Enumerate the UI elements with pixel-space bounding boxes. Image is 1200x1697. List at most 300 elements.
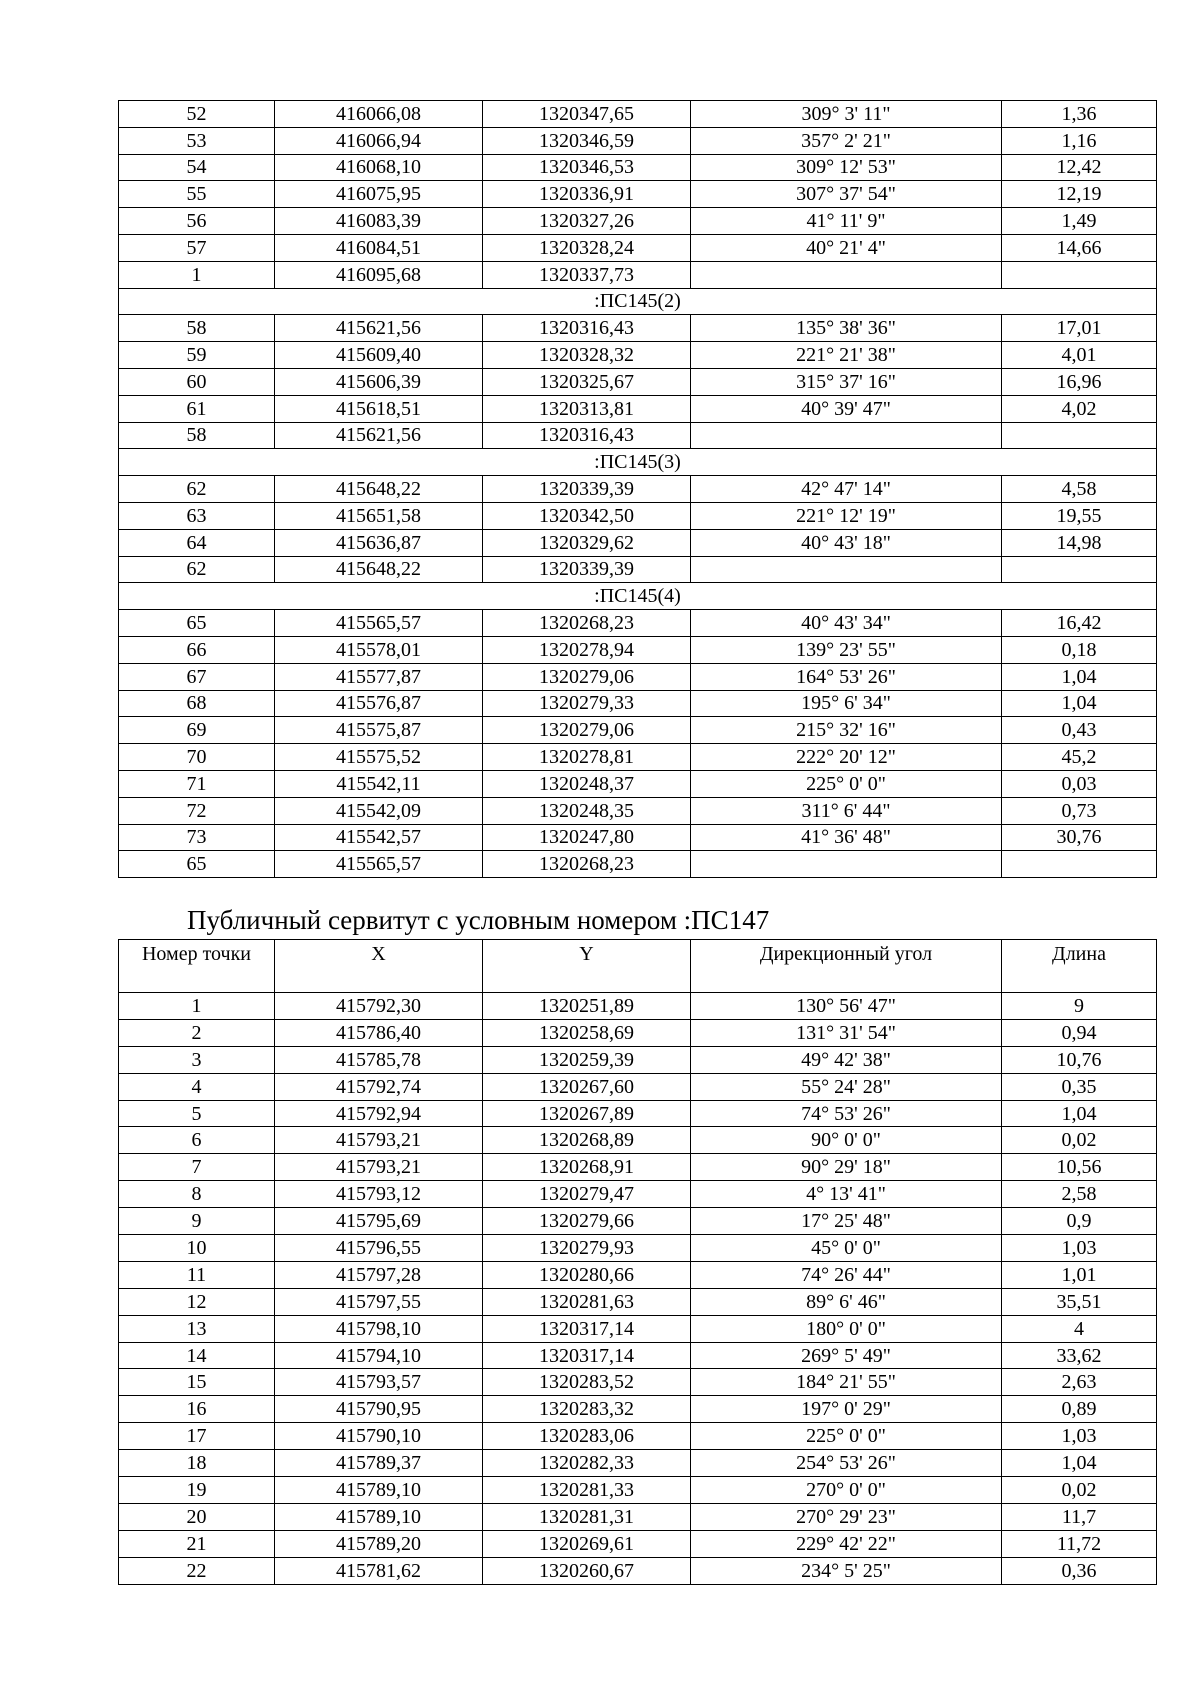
cell-y: 1320258,69	[483, 1019, 691, 1046]
cell-y: 1320278,94	[483, 636, 691, 663]
cell-y: 1320316,43	[483, 315, 691, 342]
cell-length: 0,94	[1002, 1019, 1157, 1046]
cell-direction-angle: 311° 6' 44"	[691, 797, 1002, 824]
cell-x: 415792,30	[275, 993, 483, 1020]
cell-x: 415621,56	[275, 422, 483, 449]
header-row	[119, 940, 1157, 993]
cell-x: 415609,40	[275, 342, 483, 369]
table-row	[119, 1261, 1157, 1288]
cell-x: 415792,94	[275, 1100, 483, 1127]
cell-y: 1320278,81	[483, 744, 691, 771]
table-row	[119, 851, 1157, 878]
cell-direction-angle: 229° 42' 22"	[691, 1530, 1002, 1557]
cell-length: 14,98	[1002, 529, 1157, 556]
table-row	[119, 368, 1157, 395]
cell-x: 415565,57	[275, 851, 483, 878]
cell-direction-angle: 90° 0' 0"	[691, 1127, 1002, 1154]
cell-y: 1320346,53	[483, 154, 691, 181]
cell-point-number: 60	[119, 368, 275, 395]
cell-y: 1320336,91	[483, 181, 691, 208]
table-row	[119, 1557, 1157, 1584]
table-row	[119, 663, 1157, 690]
cell-point-number: 65	[119, 610, 275, 637]
cell-length: 12,42	[1002, 154, 1157, 181]
cell-direction-angle: 130° 56' 47"	[691, 993, 1002, 1020]
table-row	[119, 208, 1157, 235]
cell-y: 1320325,67	[483, 368, 691, 395]
cell-point-number: 72	[119, 797, 275, 824]
table-row	[119, 1288, 1157, 1315]
cell-x: 415542,09	[275, 797, 483, 824]
cell-direction-angle: 221° 12' 19"	[691, 502, 1002, 529]
cell-x: 416084,51	[275, 234, 483, 261]
cell-length: 35,51	[1002, 1288, 1157, 1315]
cell-y: 1320267,89	[483, 1100, 691, 1127]
cell-point-number: 8	[119, 1181, 275, 1208]
cell-direction-angle: 139° 23' 55"	[691, 636, 1002, 663]
cell-length: 17,01	[1002, 315, 1157, 342]
cell-direction-angle: 55° 24' 28"	[691, 1073, 1002, 1100]
cell-x: 416066,08	[275, 101, 483, 128]
cell-x: 415793,21	[275, 1127, 483, 1154]
cell-y: 1320267,60	[483, 1073, 691, 1100]
cell-direction-angle: 41° 11' 9"	[691, 208, 1002, 235]
cell-point-number: 7	[119, 1154, 275, 1181]
cell-length: 0,02	[1002, 1127, 1157, 1154]
table-row	[119, 1450, 1157, 1477]
cell-direction-angle: 135° 38' 36"	[691, 315, 1002, 342]
cell-length: 4,02	[1002, 395, 1157, 422]
cell-x: 415795,69	[275, 1208, 483, 1235]
cell-direction-angle: 40° 39' 47"	[691, 395, 1002, 422]
cell-y: 1320283,32	[483, 1396, 691, 1423]
cell-y: 1320279,47	[483, 1181, 691, 1208]
table-row	[119, 529, 1157, 556]
group-label-row	[119, 288, 1157, 315]
group-label: :ПС145(2)	[119, 288, 1157, 315]
table-row	[119, 797, 1157, 824]
cell-length: 1,03	[1002, 1235, 1157, 1262]
cell-point-number: 15	[119, 1369, 275, 1396]
cell-direction-angle: 309° 3' 11"	[691, 101, 1002, 128]
cell-x: 415542,11	[275, 770, 483, 797]
cell-direction-angle: 215° 32' 16"	[691, 717, 1002, 744]
cell-direction-angle: 221° 21' 38"	[691, 342, 1002, 369]
cell-y: 1320251,89	[483, 993, 691, 1020]
cell-x: 415797,28	[275, 1261, 483, 1288]
cell-y: 1320281,31	[483, 1503, 691, 1530]
cell-length: 19,55	[1002, 502, 1157, 529]
cell-length: 1,16	[1002, 127, 1157, 154]
cell-direction-angle: 49° 42' 38"	[691, 1046, 1002, 1073]
table-row	[119, 422, 1157, 449]
cell-direction-angle: 184° 21' 55"	[691, 1369, 1002, 1396]
cell-length: 1,04	[1002, 1450, 1157, 1477]
cell-length: 0,73	[1002, 797, 1157, 824]
cell-y: 1320281,33	[483, 1477, 691, 1504]
cell-y: 1320339,39	[483, 476, 691, 503]
cell-y: 1320260,67	[483, 1557, 691, 1584]
cell-x: 415651,58	[275, 502, 483, 529]
cell-point-number: 17	[119, 1423, 275, 1450]
cell-point-number: 66	[119, 636, 275, 663]
cell-length: 2,63	[1002, 1369, 1157, 1396]
cell-direction-angle	[691, 851, 1002, 878]
table-header	[119, 940, 1157, 993]
cell-length: 16,96	[1002, 368, 1157, 395]
cell-direction-angle: 225° 0' 0"	[691, 770, 1002, 797]
cell-direction-angle: 225° 0' 0"	[691, 1423, 1002, 1450]
table-row	[119, 342, 1157, 369]
table-row	[119, 395, 1157, 422]
cell-length: 0,35	[1002, 1073, 1157, 1100]
cell-direction-angle: 197° 0' 29"	[691, 1396, 1002, 1423]
cell-direction-angle: 270° 0' 0"	[691, 1477, 1002, 1504]
cell-x: 415789,10	[275, 1503, 483, 1530]
cell-direction-angle: 164° 53' 26"	[691, 663, 1002, 690]
cell-y: 1320281,63	[483, 1288, 691, 1315]
cell-x: 415798,10	[275, 1315, 483, 1342]
table-row	[119, 610, 1157, 637]
cell-length: 30,76	[1002, 824, 1157, 851]
cell-y: 1320259,39	[483, 1046, 691, 1073]
table-row	[119, 261, 1157, 288]
cell-length: 0,02	[1002, 1477, 1157, 1504]
table-row	[119, 315, 1157, 342]
cell-x: 415796,55	[275, 1235, 483, 1262]
cell-x: 415793,21	[275, 1154, 483, 1181]
cell-x: 415790,10	[275, 1423, 483, 1450]
cell-y: 1320328,24	[483, 234, 691, 261]
cell-length: 4	[1002, 1315, 1157, 1342]
cell-point-number: 57	[119, 234, 275, 261]
cell-y: 1320347,65	[483, 101, 691, 128]
coordinates-table-body	[119, 101, 1157, 878]
cell-point-number: 61	[119, 395, 275, 422]
section-title-ps147: Публичный сервитут с условным номером :ПС147	[187, 905, 770, 935]
table-row	[119, 502, 1157, 529]
cell-length: 14,66	[1002, 234, 1157, 261]
cell-x: 415792,74	[275, 1073, 483, 1100]
cell-length: 10,56	[1002, 1154, 1157, 1181]
cell-x: 416083,39	[275, 208, 483, 235]
cell-y: 1320317,14	[483, 1342, 691, 1369]
table-row	[119, 1530, 1157, 1557]
cell-point-number: 56	[119, 208, 275, 235]
cell-length: 0,03	[1002, 770, 1157, 797]
cell-point-number: 63	[119, 502, 275, 529]
cell-length: 12,19	[1002, 181, 1157, 208]
coordinates-table-ps145	[118, 100, 1157, 878]
cell-y: 1320327,26	[483, 208, 691, 235]
cell-direction-angle	[691, 422, 1002, 449]
table-row	[119, 1315, 1157, 1342]
header-length: Длина	[1002, 940, 1157, 993]
cell-point-number: 18	[119, 1450, 275, 1477]
cell-y: 1320247,80	[483, 824, 691, 851]
cell-point-number: 5	[119, 1100, 275, 1127]
cell-point-number: 70	[119, 744, 275, 771]
cell-x: 415575,87	[275, 717, 483, 744]
cell-y: 1320279,66	[483, 1208, 691, 1235]
cell-direction-angle: 74° 53' 26"	[691, 1100, 1002, 1127]
cell-direction-angle: 40° 43' 18"	[691, 529, 1002, 556]
table-row	[119, 636, 1157, 663]
cell-y: 1320280,66	[483, 1261, 691, 1288]
cell-point-number: 22	[119, 1557, 275, 1584]
cell-point-number: 20	[119, 1503, 275, 1530]
table-row	[119, 1046, 1157, 1073]
cell-length: 0,89	[1002, 1396, 1157, 1423]
cell-x: 415794,10	[275, 1342, 483, 1369]
cell-x: 415648,22	[275, 476, 483, 503]
table-row	[119, 1073, 1157, 1100]
cell-length: 4,58	[1002, 476, 1157, 503]
cell-point-number: 14	[119, 1342, 275, 1369]
cell-y: 1320279,33	[483, 690, 691, 717]
table-row	[119, 556, 1157, 583]
cell-direction-angle: 254° 53' 26"	[691, 1450, 1002, 1477]
cell-direction-angle: 90° 29' 18"	[691, 1154, 1002, 1181]
cell-y: 1320342,50	[483, 502, 691, 529]
cell-point-number: 58	[119, 422, 275, 449]
cell-length: 0,18	[1002, 636, 1157, 663]
cell-length: 1,04	[1002, 663, 1157, 690]
cell-direction-angle: 42° 47' 14"	[691, 476, 1002, 503]
cell-x: 416068,10	[275, 154, 483, 181]
cell-direction-angle: 270° 29' 23"	[691, 1503, 1002, 1530]
cell-y: 1320248,37	[483, 770, 691, 797]
cell-direction-angle: 357° 2' 21"	[691, 127, 1002, 154]
cell-direction-angle: 89° 6' 46"	[691, 1288, 1002, 1315]
cell-point-number: 1	[119, 261, 275, 288]
cell-length: 16,42	[1002, 610, 1157, 637]
cell-y: 1320279,06	[483, 717, 691, 744]
cell-point-number: 16	[119, 1396, 275, 1423]
header-point-number: Номер точки	[119, 940, 275, 993]
cell-point-number: 65	[119, 851, 275, 878]
cell-direction-angle: 180° 0' 0"	[691, 1315, 1002, 1342]
cell-point-number: 71	[119, 770, 275, 797]
cell-length: 0,43	[1002, 717, 1157, 744]
cell-point-number: 13	[119, 1315, 275, 1342]
cell-length: 1,04	[1002, 690, 1157, 717]
cell-y: 1320328,32	[483, 342, 691, 369]
cell-x: 415781,62	[275, 1557, 483, 1584]
cell-point-number: 62	[119, 556, 275, 583]
coordinates-table-body	[119, 993, 1157, 1585]
table-row	[119, 744, 1157, 771]
cell-y: 1320268,23	[483, 610, 691, 637]
cell-y: 1320268,91	[483, 1154, 691, 1181]
cell-direction-angle: 269° 5' 49"	[691, 1342, 1002, 1369]
table-row	[119, 690, 1157, 717]
cell-direction-angle: 17° 25' 48"	[691, 1208, 1002, 1235]
cell-x: 415797,55	[275, 1288, 483, 1315]
cell-length: 0,36	[1002, 1557, 1157, 1584]
cell-point-number: 52	[119, 101, 275, 128]
cell-direction-angle	[691, 261, 1002, 288]
cell-y: 1320282,33	[483, 1450, 691, 1477]
cell-point-number: 62	[119, 476, 275, 503]
cell-point-number: 9	[119, 1208, 275, 1235]
cell-point-number: 6	[119, 1127, 275, 1154]
table-row	[119, 1019, 1157, 1046]
cell-point-number: 58	[119, 315, 275, 342]
cell-length: 2,58	[1002, 1181, 1157, 1208]
cell-x: 415790,95	[275, 1396, 483, 1423]
cell-point-number: 4	[119, 1073, 275, 1100]
table-row	[119, 1100, 1157, 1127]
cell-point-number: 64	[119, 529, 275, 556]
table-row	[119, 1181, 1157, 1208]
header-x: X	[275, 940, 483, 993]
cell-length: 1,04	[1002, 1100, 1157, 1127]
cell-y: 1320346,59	[483, 127, 691, 154]
cell-point-number: 53	[119, 127, 275, 154]
table-row	[119, 1154, 1157, 1181]
cell-direction-angle: 131° 31' 54"	[691, 1019, 1002, 1046]
cell-direction-angle: 307° 37' 54"	[691, 181, 1002, 208]
cell-x: 415621,56	[275, 315, 483, 342]
cell-x: 416066,94	[275, 127, 483, 154]
cell-point-number: 54	[119, 154, 275, 181]
cell-x: 416095,68	[275, 261, 483, 288]
group-label: :ПС145(4)	[119, 583, 1157, 610]
cell-x: 415542,57	[275, 824, 483, 851]
cell-y: 1320316,43	[483, 422, 691, 449]
table-row	[119, 234, 1157, 261]
cell-x: 415793,12	[275, 1181, 483, 1208]
cell-x: 415606,39	[275, 368, 483, 395]
cell-length: 10,76	[1002, 1046, 1157, 1073]
table-row	[119, 1369, 1157, 1396]
table-row	[119, 824, 1157, 851]
cell-y: 1320283,06	[483, 1423, 691, 1450]
cell-point-number: 19	[119, 1477, 275, 1504]
cell-x: 415578,01	[275, 636, 483, 663]
cell-y: 1320339,39	[483, 556, 691, 583]
cell-direction-angle: 45° 0' 0"	[691, 1235, 1002, 1262]
cell-point-number: 2	[119, 1019, 275, 1046]
cell-length: 11,7	[1002, 1503, 1157, 1530]
header-y: Y	[483, 940, 691, 993]
cell-length: 1,36	[1002, 101, 1157, 128]
cell-direction-angle: 41° 36' 48"	[691, 824, 1002, 851]
table-row	[119, 154, 1157, 181]
table-row	[119, 1342, 1157, 1369]
cell-length: 0,9	[1002, 1208, 1157, 1235]
cell-y: 1320269,61	[483, 1530, 691, 1557]
cell-length: 1,01	[1002, 1261, 1157, 1288]
cell-y: 1320248,35	[483, 797, 691, 824]
cell-x: 415575,52	[275, 744, 483, 771]
cell-point-number: 21	[119, 1530, 275, 1557]
cell-direction-angle: 222° 20' 12"	[691, 744, 1002, 771]
table-row	[119, 1127, 1157, 1154]
cell-length: 1,49	[1002, 208, 1157, 235]
cell-y: 1320279,06	[483, 663, 691, 690]
cell-x: 415577,87	[275, 663, 483, 690]
cell-direction-angle	[691, 556, 1002, 583]
table-row	[119, 993, 1157, 1020]
cell-direction-angle: 315° 37' 16"	[691, 368, 1002, 395]
cell-x: 415785,78	[275, 1046, 483, 1073]
cell-x: 415786,40	[275, 1019, 483, 1046]
group-label: :ПС145(3)	[119, 449, 1157, 476]
cell-point-number: 12	[119, 1288, 275, 1315]
cell-x: 415565,57	[275, 610, 483, 637]
cell-point-number: 73	[119, 824, 275, 851]
cell-direction-angle: 74° 26' 44"	[691, 1261, 1002, 1288]
cell-y: 1320313,81	[483, 395, 691, 422]
group-label-row	[119, 449, 1157, 476]
table-row	[119, 1477, 1157, 1504]
cell-length: 33,62	[1002, 1342, 1157, 1369]
cell-x: 415636,87	[275, 529, 483, 556]
cell-point-number: 68	[119, 690, 275, 717]
cell-x: 415793,57	[275, 1369, 483, 1396]
cell-x: 415789,37	[275, 1450, 483, 1477]
table-row	[119, 1423, 1157, 1450]
cell-length	[1002, 261, 1157, 288]
cell-direction-angle: 309° 12' 53"	[691, 154, 1002, 181]
cell-direction-angle: 40° 43' 34"	[691, 610, 1002, 637]
cell-length: 11,72	[1002, 1530, 1157, 1557]
cell-point-number: 55	[119, 181, 275, 208]
cell-direction-angle: 40° 21' 4"	[691, 234, 1002, 261]
cell-y: 1320283,52	[483, 1369, 691, 1396]
cell-y: 1320268,89	[483, 1127, 691, 1154]
cell-direction-angle: 4° 13' 41"	[691, 1181, 1002, 1208]
cell-x: 415576,87	[275, 690, 483, 717]
cell-x: 415789,20	[275, 1530, 483, 1557]
table-row	[119, 101, 1157, 128]
group-label-row	[119, 583, 1157, 610]
cell-x: 415648,22	[275, 556, 483, 583]
cell-length: 45,2	[1002, 744, 1157, 771]
cell-length	[1002, 556, 1157, 583]
cell-point-number: 3	[119, 1046, 275, 1073]
table-row	[119, 1235, 1157, 1262]
cell-length	[1002, 851, 1157, 878]
cell-y: 1320317,14	[483, 1315, 691, 1342]
table-row	[119, 1503, 1157, 1530]
cell-length: 1,03	[1002, 1423, 1157, 1450]
cell-point-number: 59	[119, 342, 275, 369]
cell-point-number: 11	[119, 1261, 275, 1288]
table-row	[119, 770, 1157, 797]
table-row	[119, 717, 1157, 744]
cell-y: 1320337,73	[483, 261, 691, 288]
cell-y: 1320279,93	[483, 1235, 691, 1262]
cell-point-number: 10	[119, 1235, 275, 1262]
table-row	[119, 181, 1157, 208]
cell-y: 1320268,23	[483, 851, 691, 878]
cell-direction-angle: 234° 5' 25"	[691, 1557, 1002, 1584]
table-row	[119, 1396, 1157, 1423]
cell-length	[1002, 422, 1157, 449]
cell-x: 415789,10	[275, 1477, 483, 1504]
table-row	[119, 1208, 1157, 1235]
cell-y: 1320329,62	[483, 529, 691, 556]
table-row	[119, 476, 1157, 503]
cell-point-number: 67	[119, 663, 275, 690]
cell-x: 416075,95	[275, 181, 483, 208]
cell-point-number: 1	[119, 993, 275, 1020]
coordinates-table-ps147	[118, 939, 1157, 1585]
table-row	[119, 127, 1157, 154]
